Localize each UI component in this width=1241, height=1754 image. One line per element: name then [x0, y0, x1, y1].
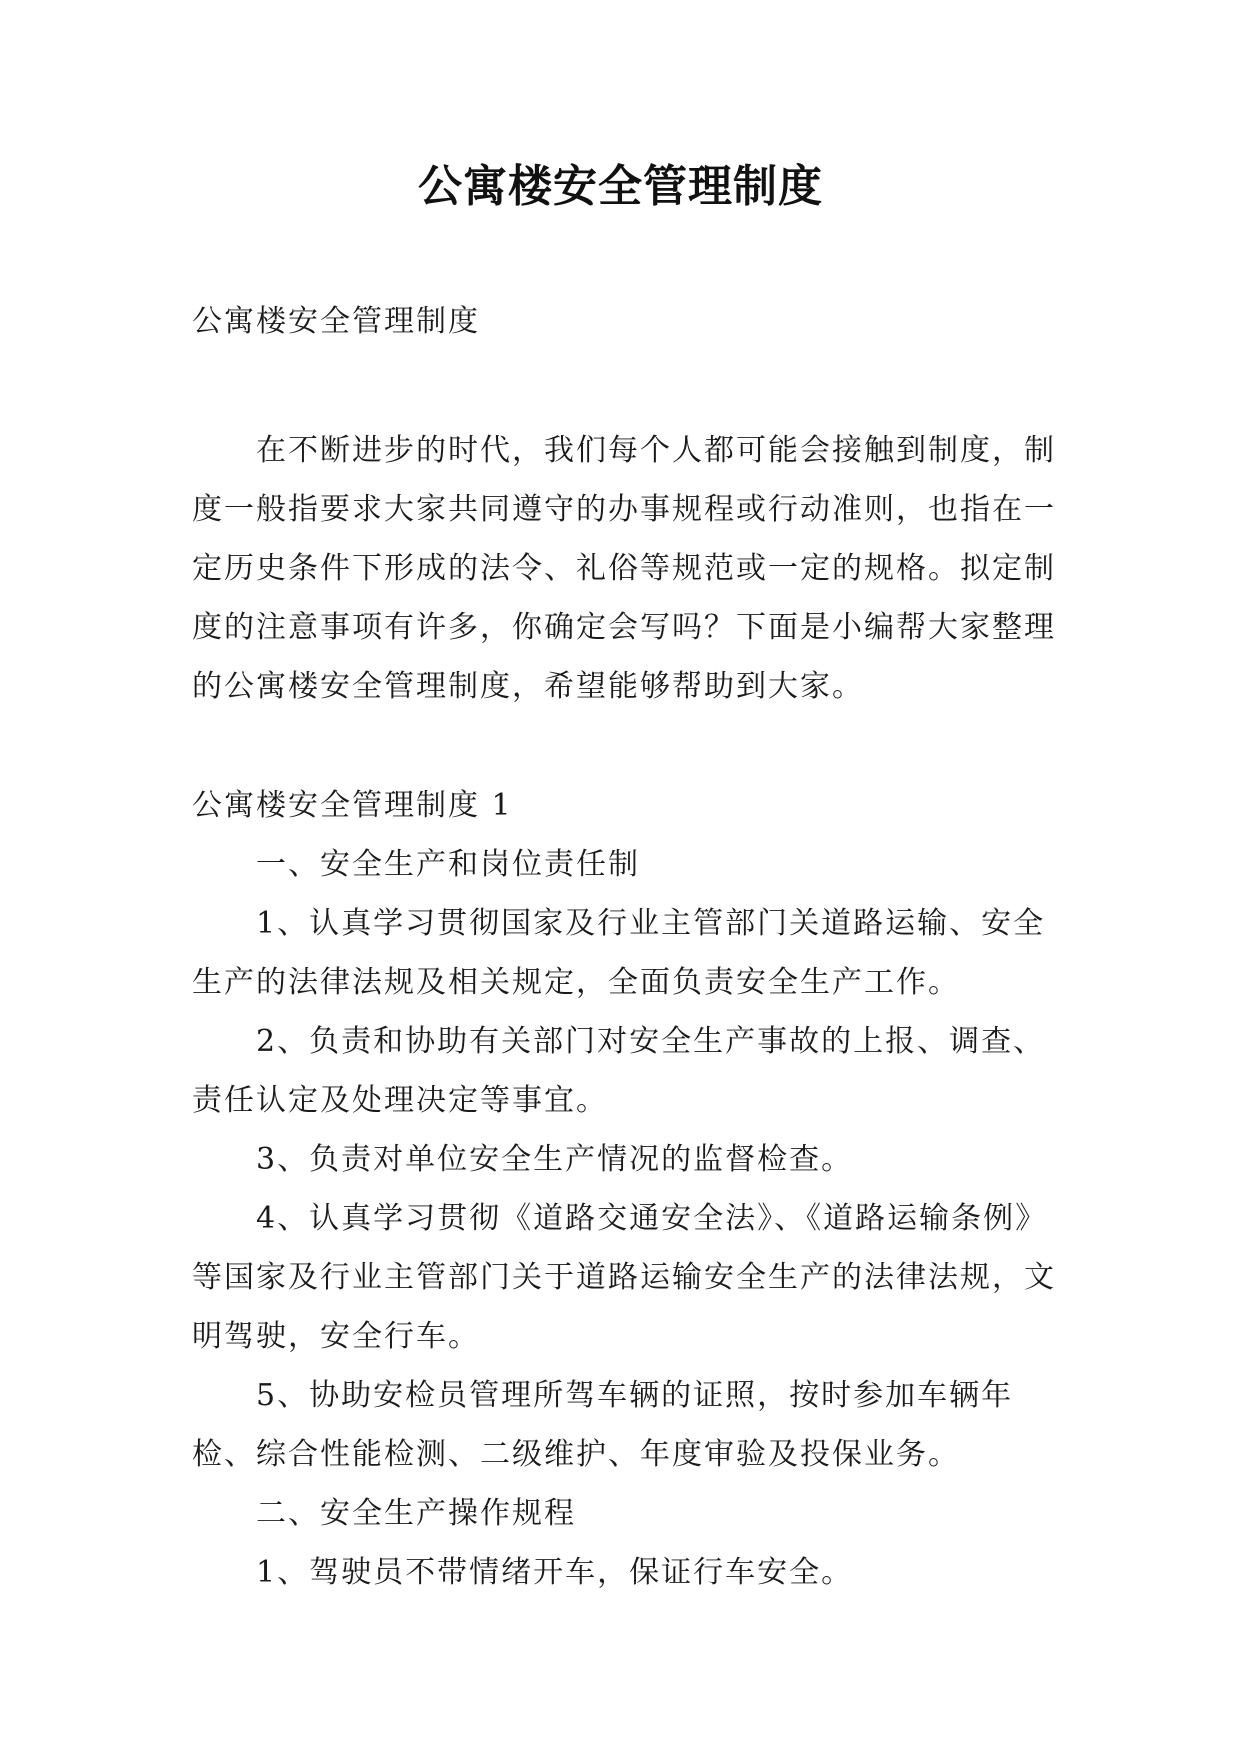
heading-responsibility: 一、安全生产和岗位责任制 — [256, 847, 640, 882]
document-body — [192, 292, 1072, 1602]
paragraph-item-3: 3、负责对单位安全生产情况的监督检查。 — [256, 1142, 854, 1177]
heading-operation: 二、安全生产操作规程 — [256, 1496, 576, 1531]
paragraph-item-1: 1、认真学习贯彻国家及行业主管部门关道路运输、安全生产的法律法规及相关规定，全面负责安全生产工作。 — [192, 906, 1046, 1000]
paragraph-item-5: 5、协助安检员管理所驾车辆的证照，按时参加车辆年检、综合性能检测、二级维护、年度审验及投保业务。 — [192, 1378, 1014, 1472]
paragraph-operation-1: 1、驾驶员不带情绪开车，保证行车安全。 — [256, 1555, 854, 1590]
document-subtitle: 公寓楼安全管理制度 — [192, 304, 480, 339]
section-title: 公寓楼安全管理制度 1 — [192, 788, 513, 823]
intro-paragraph: 在不断进步的时代，我们每个人都可能会接触到制度，制度一般指要求大家共同遵守的办事规程或行动准则，也指在一定历史条件下形成的法令、礼俗等规范或一定的规格。拟定制度的注意事项有许多，你确定会写吗？下面是小编帮大家整理的公寓楼安全管理制度，希望能够帮助到大家。 — [192, 433, 1056, 704]
document-title: 公寓楼安全管理制度 — [418, 161, 823, 212]
paragraph-item-2: 2、负责和协助有关部门对安全生产事故的上报、调查、责任认定及处理决定等事宜。 — [192, 1024, 1046, 1118]
paragraph-item-4: 4、认真学习贯彻《道路交通安全法》、《道路运输条例》等国家及行业主管部门关于道路运输安全生产的法律法规，文明驾驶，安全行车。 — [192, 1201, 1056, 1354]
